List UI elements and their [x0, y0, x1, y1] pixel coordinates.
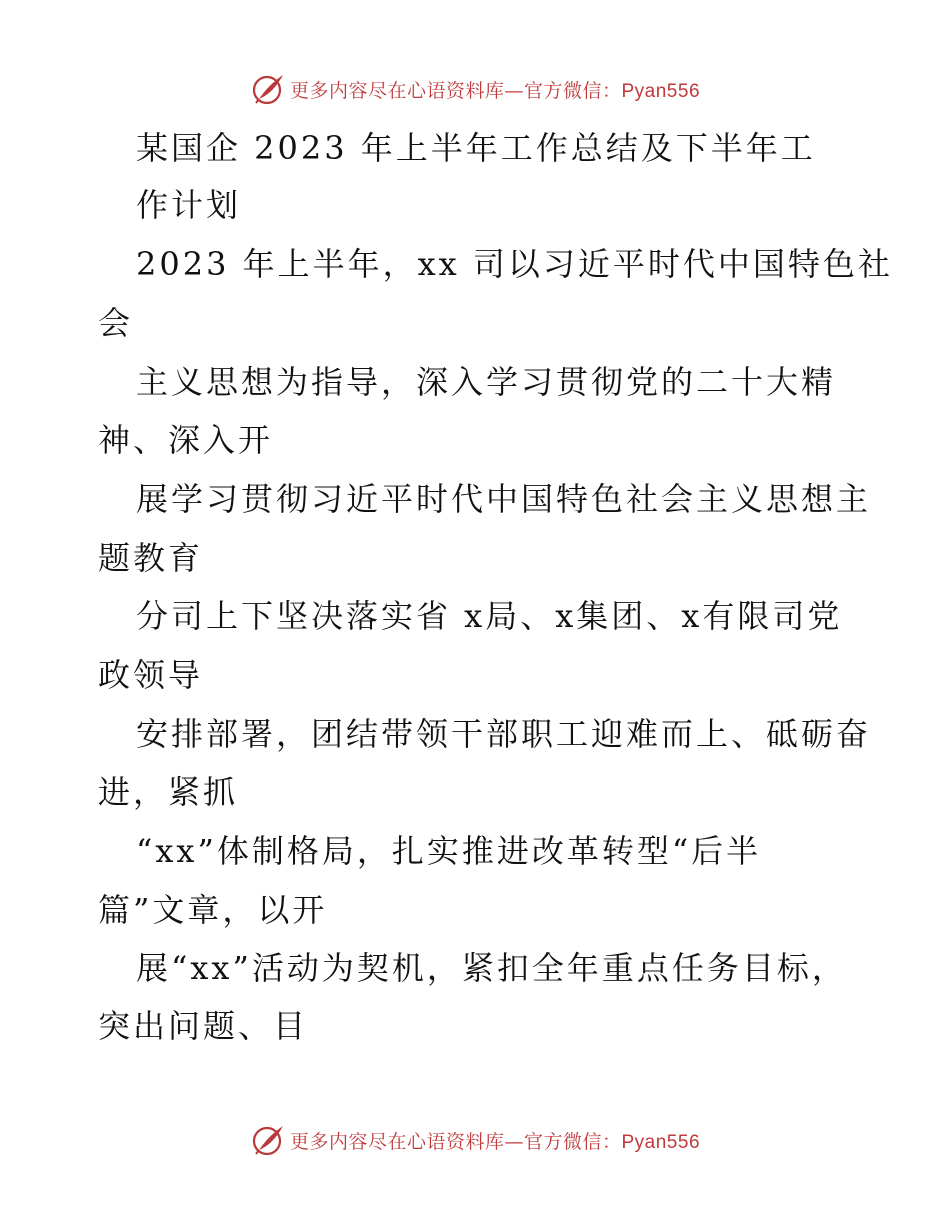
paragraph-line: 篇”文章，以开 — [98, 891, 328, 929]
quill-logo-icon — [250, 72, 286, 106]
document-title-line-2: 作计划 — [136, 186, 242, 224]
paragraph-line: 主义思想为指导，深入学习贯彻党的二十大精 — [136, 363, 837, 401]
paragraph-line: 进，紧抓 — [98, 773, 239, 811]
document-title-line-1: 某国企 2023 年上半年工作总结及下半年工 — [136, 129, 816, 167]
paragraph-line: 安排部署，团结带领干部职工迎难而上、砥砺奋 — [136, 715, 872, 753]
header-wechat-id: Pyan556 — [621, 80, 701, 102]
paragraph-line: 展“xx”活动为契机，紧扣全年重点任务目标， — [136, 949, 847, 987]
paragraph-line: 分司上下坚决落实省 x局、x集团、x有限司党 — [136, 597, 843, 635]
paragraph-line: “xx”体制格局，扎实推进改革转型“后半 — [136, 832, 762, 870]
quill-logo-icon — [250, 1123, 286, 1157]
paragraph-line: 突出问题、目 — [98, 1007, 309, 1045]
paragraph-line: 神、深入开 — [98, 421, 274, 459]
header-banner-text — [290, 76, 700, 103]
header-banner — [0, 72, 950, 106]
paragraph-line: 会 — [98, 304, 134, 342]
paragraph-line: 2023 年上半年，xx 司以习近平时代中国特色社 — [136, 245, 893, 283]
header-banner-label: 更多内容尽在心语资料库—官方微信： — [289, 79, 622, 102]
paragraph-line: 政领导 — [98, 656, 204, 694]
paragraph-line: 展学习贯彻习近平时代中国特色社会主义思想主 — [136, 480, 872, 518]
paragraph-line: 题教育 — [98, 539, 204, 577]
footer-banner — [0, 1123, 950, 1157]
footer-banner-text — [290, 1127, 700, 1154]
footer-banner-label: 更多内容尽在心语资料库—官方微信： — [289, 1130, 622, 1153]
footer-wechat-id: Pyan556 — [621, 1131, 701, 1153]
